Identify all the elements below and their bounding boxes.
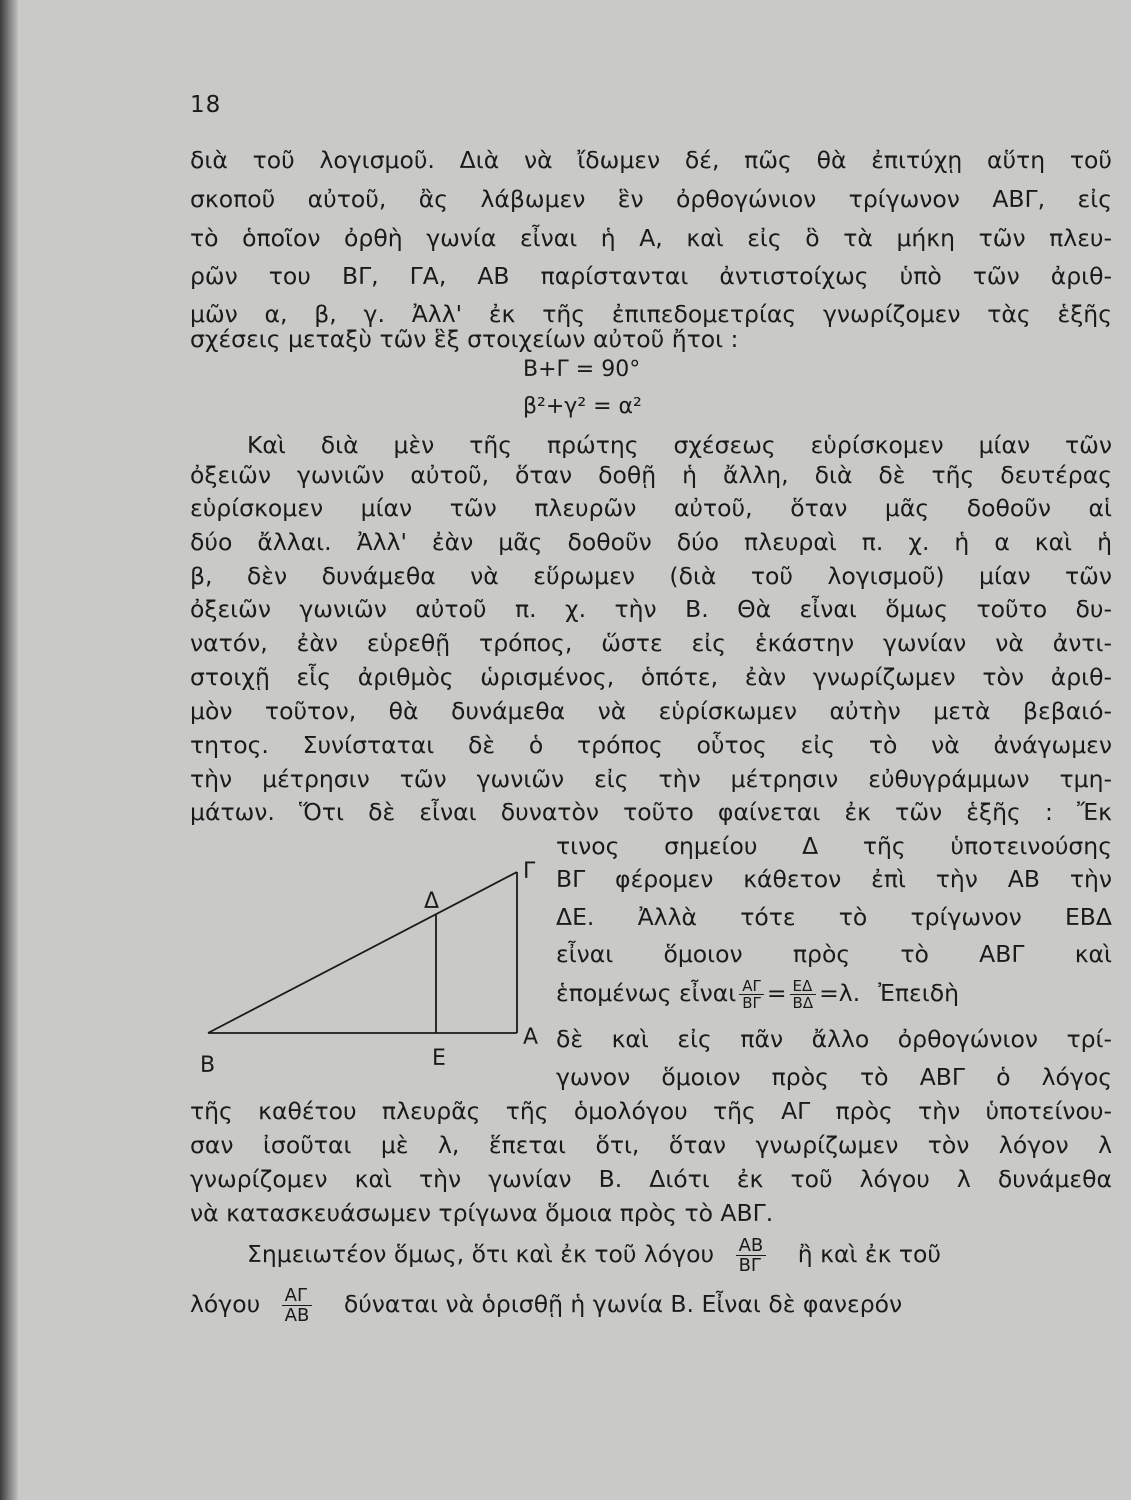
text-line: τῆς καθέτου πλευρᾶς τῆς ὁμολόγου τῆς ΑΓ πρὸς τὴν ὑποτείνου- bbox=[190, 1097, 1112, 1125]
text-line: τὴν μέτρησιν τῶν γωνιῶν εἰς τὴν μέτρησιν εὐθυγράμμων τμη- bbox=[190, 765, 1112, 793]
label-vertex-g: Γ bbox=[523, 859, 536, 884]
text-line-ag-ratio bbox=[190, 1286, 1112, 1325]
text-line: τὸ ὁποῖον ὀρθὴ γωνία εἶναι ἡ Α, καὶ εἰς ὃ τὰ μήκη τῶν πλευ- bbox=[190, 224, 1112, 252]
label-vertex-a: Α bbox=[523, 1025, 539, 1050]
text-line: σαν ἰσοῦται μὲ λ, ἕπεται ὅτι, ὅταν γνωρίζωμεν τὸν λόγον λ bbox=[190, 1131, 1112, 1159]
fraction-ab-bg bbox=[736, 1236, 767, 1275]
text-line: ρῶν του ΒΓ, ΓΑ, ΑΒ παρίστανται ἀντιστοίχως ὑπὸ τῶν ἀριθ- bbox=[190, 262, 1112, 290]
text-line: εἶναι ὅμοιον πρὸς τὸ ΑΒΓ καὶ bbox=[556, 940, 1112, 968]
equation-angles: Β+Γ = 90° bbox=[523, 357, 641, 382]
text-line: μὸν τοῦτον, θὰ δυνάμεθα νὰ εὑρίσκωμεν αὐτὴν μετὰ βεβαιό- bbox=[190, 697, 1112, 725]
fraction-ag-bg bbox=[739, 978, 764, 1011]
fraction-denominator: ΒΓ bbox=[742, 994, 761, 1012]
fraction-numerator: ΑΓ bbox=[282, 1286, 313, 1306]
text-line: στοιχῇ εἷς ἀριθμὸς ὡρισμένος, ὁπότε, ἐὰν γνωρίζωμεν τὸν ἀριθ- bbox=[190, 663, 1112, 691]
text-line: διὰ τοῦ λογισμοῦ. Διὰ νὰ ἴδωμεν δέ, πῶς θὰ ἐπιτύχῃ αὕτη τοῦ bbox=[190, 146, 1112, 174]
hypotenuse-bg bbox=[208, 872, 517, 1033]
text-line: εὑρίσκομεν μίαν τῶν πλευρῶν αὐτοῦ, ὅταν μᾶς δοθοῦν αἱ bbox=[190, 494, 1112, 522]
text-line: σκοποῦ αὐτοῦ, ἂς λάβωμεν ἓν ὀρθογώνιον τρίγωνον ΑΒΓ, εἰς bbox=[190, 185, 1112, 213]
text-line: μάτων. Ὅτι δὲ εἶναι δυνατὸν τοῦτο φαίνεται ἐκ τῶν ἑξῆς : Ἔκ bbox=[190, 798, 1112, 826]
fraction-denominator: ΒΔ bbox=[792, 994, 814, 1012]
fraction-ed-bd bbox=[790, 978, 817, 1011]
ratio-line bbox=[556, 976, 1112, 1011]
book-spine bbox=[0, 0, 18, 1500]
text-line: ΒΓ φέρομεν κάθετον ἐπὶ τὴν ΑΒ τὴν bbox=[556, 865, 1112, 893]
text-line-ab-ratio bbox=[247, 1236, 1112, 1275]
label-point-e: Ε bbox=[432, 1046, 446, 1071]
label-point-d: Δ bbox=[424, 889, 440, 914]
text-line: ὀξειῶν γωνιῶν αὐτοῦ π. χ. τὴν Β. Θὰ εἶναι ὅμως τοῦτο δυ- bbox=[190, 595, 1112, 623]
fraction-numerator: ΕΔ bbox=[790, 978, 817, 995]
text-line: μῶν α, β, γ. Ἀλλ' ἐκ τῆς ἐπιπεδομετρίας γνωρίζομεν τὰς ἑξῆς bbox=[190, 300, 1112, 328]
text-line: δὲ καὶ εἰς πᾶν ἄλλο ὀρθογώνιον τρί- bbox=[556, 1025, 1112, 1053]
equals-sign: = bbox=[766, 979, 787, 1007]
fraction-numerator: ΑΒ bbox=[736, 1236, 767, 1256]
text-line: ὀξειῶν γωνιῶν αὐτοῦ, ὅταν δοθῇ ἡ ἄλλη, διὰ δὲ τῆς δευτέρας bbox=[190, 461, 1112, 489]
fraction-denominator: ΑΒ bbox=[284, 1305, 310, 1326]
page-number: 18 bbox=[190, 92, 222, 118]
equation-pythagoras: β²+γ² = α² bbox=[523, 394, 642, 419]
text-line: Καὶ διὰ μὲν τῆς πρώτης σχέσεως εὑρίσκομεν μίαν τῶν bbox=[247, 431, 1112, 459]
line-prefix: λόγου bbox=[190, 1290, 261, 1318]
fraction-ag-ab bbox=[282, 1286, 313, 1325]
text-line: γνωρίζομεν καὶ τὴν γωνίαν Β. Διότι ἐκ τοῦ λόγου λ δυνάμεθα bbox=[190, 1165, 1112, 1193]
line-suffix: δύναται νὰ ὁρισθῇ ἡ γωνία Β. Εἶναι δὲ φανερόν bbox=[343, 1290, 903, 1318]
fraction-denominator: ΒΓ bbox=[738, 1255, 761, 1276]
text-line: ΔΕ. Ἀλλὰ τότε τὸ τρίγωνον ΕΒΔ bbox=[556, 903, 1112, 931]
text-line: τητος. Συνίσταται δὲ ὁ τρόπος οὗτος εἰς τὸ νὰ ἀνάγωμεν bbox=[190, 731, 1112, 759]
text-line: β, δὲν δυνάμεθα νὰ εὕρωμεν (διὰ τοῦ λογισμοῦ) μίαν τῶν bbox=[190, 562, 1112, 590]
text-line: δύο ἄλλαι. Ἀλλ' ἐὰν μᾶς δοθοῦν δύο πλευραὶ π. χ. ἡ α καὶ ἡ bbox=[190, 528, 1112, 556]
right-triangle-figure bbox=[190, 850, 550, 1090]
fraction-numerator: ΑΓ bbox=[739, 978, 764, 995]
label-vertex-b: Β bbox=[200, 1053, 216, 1078]
equals-lambda: =λ. bbox=[819, 979, 861, 1007]
ratio-prefix: ἑπομένως εἶναι bbox=[556, 979, 737, 1007]
text-line: νατόν, ἐὰν εὑρεθῇ τρόπος, ὥστε εἰς ἑκάστην γωνίαν νὰ ἀντι- bbox=[190, 629, 1112, 657]
line-prefix: Σημειωτέον ὅμως, ὅτι καὶ ἐκ τοῦ λόγου bbox=[247, 1240, 715, 1268]
line-suffix: ἢ καὶ ἐκ τοῦ bbox=[797, 1240, 942, 1268]
text-line: τινος σημείου Δ τῆς ὑποτεινούσης bbox=[556, 832, 1112, 860]
text-line: νὰ κατασκευάσωμεν τρίγωνα ὅμοια πρὸς τὸ ΑΒΓ. bbox=[190, 1199, 774, 1227]
ratio-suffix: Ἐπειδὴ bbox=[878, 979, 959, 1007]
text-line: γωνον ὅμοιον πρὸς τὸ ΑΒΓ ὁ λόγος bbox=[556, 1063, 1112, 1091]
text-line: σχέσεις μεταξὺ τῶν ἓξ στοιχείων αὐτοῦ ἤτοι : bbox=[190, 325, 739, 353]
